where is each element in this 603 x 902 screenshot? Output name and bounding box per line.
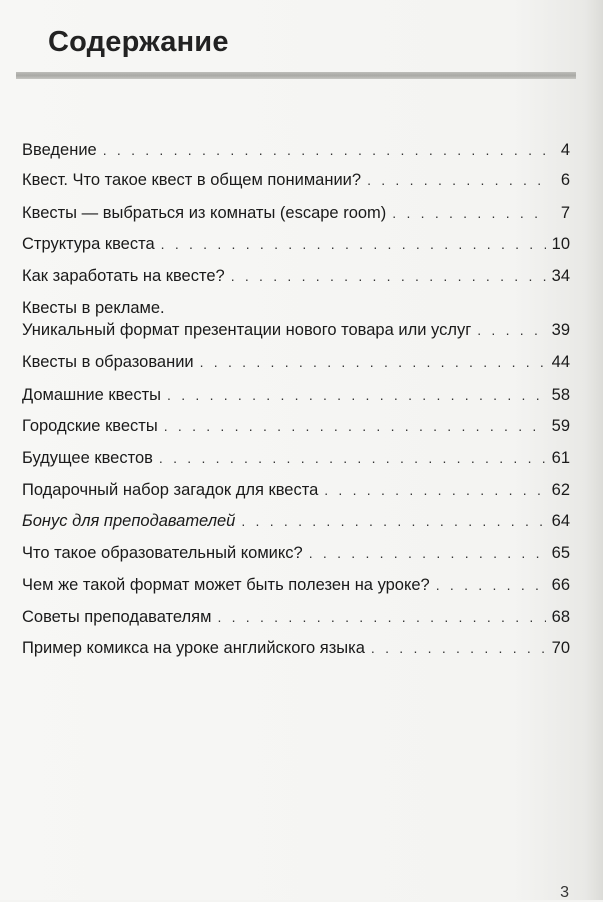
toc-entry-title: Квесты в образовании — [22, 353, 194, 371]
toc-entry-page: 70 — [551, 639, 570, 657]
toc-entry — [22, 352, 570, 372]
toc-leader-dots — [436, 575, 546, 595]
toc-entry-title: Квесты — выбраться из комнаты (escape room) — [22, 204, 387, 222]
toc-entry-page: 68 — [551, 608, 570, 626]
toc-entry-page: 4 — [560, 141, 570, 159]
toc-entry — [22, 575, 570, 595]
toc-entry-title: Структура квеста — [22, 235, 155, 253]
toc-entry — [22, 416, 570, 436]
toc-entry — [22, 170, 570, 190]
toc-entry — [22, 480, 570, 500]
toc-entry-title: Подарочный набор загадок для квеста — [22, 481, 319, 499]
toc-entry-page: 58 — [551, 386, 570, 404]
toc-entry-page: 65 — [551, 544, 570, 562]
toc-leader-dots — [324, 480, 545, 500]
toc-entry-title: Городские квесты — [22, 417, 158, 435]
toc-entry-page: 66 — [551, 576, 570, 594]
toc-entry-title: Пример комикса на уроке английского языка — [22, 639, 365, 657]
toc-entry — [22, 385, 570, 405]
toc-entry-title: Введение — [22, 141, 97, 159]
toc-entry-title: Советы преподавателям — [22, 608, 212, 626]
toc-entry — [22, 203, 570, 223]
toc-leader-dots — [200, 352, 546, 372]
toc-entry-title: Домашние квесты — [22, 386, 162, 404]
toc-entry-page: 62 — [551, 481, 570, 499]
toc-entry — [22, 511, 570, 531]
toc-entry — [22, 140, 570, 160]
toc-entry-title: Бонус для преподавателей — [22, 512, 236, 530]
page-title: Содержание — [48, 26, 229, 58]
toc-leader-dots — [167, 385, 546, 405]
toc-entry — [22, 448, 570, 468]
toc-entry-page: 7 — [560, 204, 570, 222]
toc-leader-dots — [159, 448, 546, 468]
toc-entry-title: Уникальный формат презентации нового товара или услуг — [22, 321, 472, 339]
toc-leader-dots — [309, 543, 546, 563]
toc-leader-dots — [392, 203, 546, 223]
toc-entry-title-line1: Квесты в рекламе. — [22, 299, 165, 317]
toc-entry-page: 44 — [551, 353, 570, 371]
toc-entry-title: Что такое образовательный комикс? — [22, 544, 303, 562]
title-divider — [16, 72, 576, 79]
toc-entry-page: 10 — [551, 235, 570, 253]
toc-entry-title: Как заработать на квесте? — [22, 267, 225, 285]
toc-leader-dots — [103, 140, 546, 160]
toc-leader-dots — [217, 607, 545, 627]
toc-entry-page: 61 — [551, 449, 570, 467]
toc-leader-dots — [241, 511, 545, 531]
toc-leader-dots — [367, 170, 546, 190]
toc-leader-dots — [164, 416, 546, 436]
toc-entry-title: Будущее квестов — [22, 449, 153, 467]
toc-entry — [22, 607, 570, 627]
toc-entry — [22, 234, 570, 254]
toc-entry — [22, 543, 570, 563]
toc-entry — [22, 638, 570, 658]
toc-entry — [22, 299, 570, 340]
toc-entry — [22, 266, 570, 286]
toc-entry-page: 64 — [551, 512, 570, 530]
toc-leader-dots — [477, 320, 545, 340]
toc-entry-title: Чем же такой формат может быть полезен на уроке? — [22, 576, 430, 594]
toc-entry-page: 59 — [551, 417, 570, 435]
toc-entry-page: 6 — [560, 171, 570, 189]
toc-leader-dots — [231, 266, 546, 286]
page-number: 3 — [560, 884, 569, 901]
toc-entry-title: Квест. Что такое квест в общем понимании? — [22, 171, 362, 189]
toc-entry-page: 39 — [551, 321, 570, 339]
toc-leader-dots — [161, 234, 546, 254]
toc-entry-page: 34 — [551, 267, 570, 285]
toc-leader-dots — [371, 638, 546, 658]
